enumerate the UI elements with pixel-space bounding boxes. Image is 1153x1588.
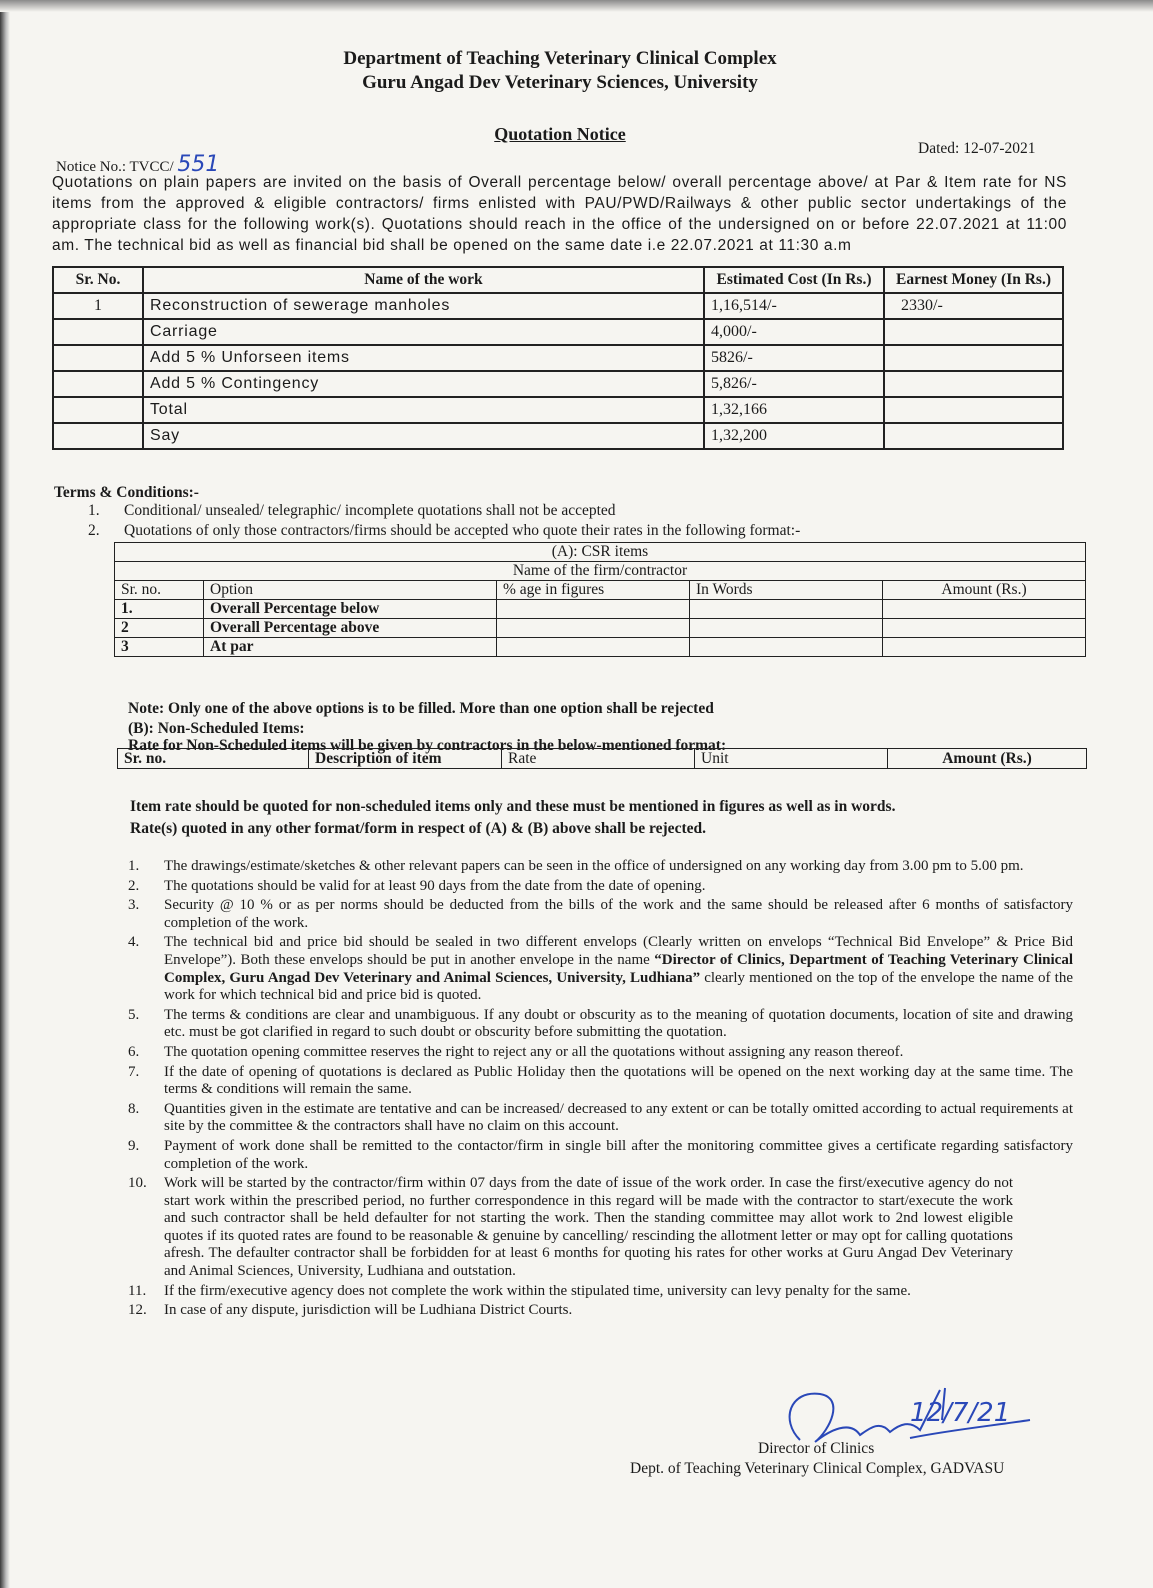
table-cell xyxy=(883,638,1086,657)
list-item xyxy=(128,897,1073,932)
table-cell xyxy=(690,619,883,638)
table-cell xyxy=(53,423,143,449)
condition-text: In case of any dispute, jurisdiction will be Ludhiana District Courts. xyxy=(164,1302,573,1319)
header-cell: Option xyxy=(204,581,497,600)
condition-number: 8. xyxy=(128,1100,140,1117)
condition-text: The drawings/estimate/sketches & other relevant papers can be seen in the office of undersigned on any working day from 3.00 pm to 5.00 pm. xyxy=(164,858,1024,874)
term-item xyxy=(88,522,800,540)
conditions-list xyxy=(128,858,1073,1322)
header-cell: Description of item xyxy=(309,749,502,769)
table-row xyxy=(115,543,1086,562)
table-cell: Add 5 % Contingency xyxy=(143,371,704,397)
header-cell: Earnest Money (In Rs.) xyxy=(884,267,1063,293)
condition-number: 4. xyxy=(128,934,140,951)
list-item xyxy=(128,858,1073,876)
scan-top-edge xyxy=(0,0,1153,12)
signatory-title: Director of Clinics xyxy=(758,1440,875,1457)
csr-table-subtitle: Name of the firm/contractor xyxy=(115,562,1086,581)
condition-text: If the firm/executive agency does not complete the work within the stipulated time, university can levy penalty for the same. xyxy=(164,1282,911,1299)
csr-table xyxy=(114,542,1086,657)
ns-table-header xyxy=(118,749,1087,769)
header-cell: Name of the work xyxy=(143,267,704,293)
header-cell: % age in figures xyxy=(497,581,690,600)
table-cell: Reconstruction of sewerage manholes xyxy=(143,293,704,319)
condition-text xyxy=(164,934,1073,1004)
table-row xyxy=(115,619,1086,638)
table-cell: 1,32,166 xyxy=(704,397,884,423)
term-number: 1. xyxy=(88,502,100,519)
condition-number: 3. xyxy=(128,897,140,914)
table-cell: Total xyxy=(143,397,704,423)
condition-number: 9. xyxy=(128,1137,140,1154)
header-cell: Sr. no. xyxy=(118,749,309,769)
condition-number: 5. xyxy=(128,1006,140,1023)
ns-rate-line: Rate for Non-Scheduled items will be given by contractors in the below-mentioned format: xyxy=(128,737,727,754)
table-cell xyxy=(53,371,143,397)
header-cell: Rate xyxy=(502,749,695,769)
table-cell xyxy=(497,619,690,638)
notice-number-value: 551 xyxy=(177,152,220,177)
condition-number: 10. xyxy=(128,1175,147,1192)
list-item xyxy=(128,1007,1073,1042)
table-cell: 1,16,514/- xyxy=(704,293,884,319)
term-text: Quotations of only those contractors/firms should be accepted who quote their rates in the following format:- xyxy=(124,522,801,539)
signatory-department: Dept. of Teaching Veterinary Clinical Complex, GADVASU xyxy=(630,1460,1005,1477)
table-cell xyxy=(884,345,1063,371)
table-cell: 5826/- xyxy=(704,345,884,371)
table-cell: 2 xyxy=(115,619,204,638)
condition-number: 2. xyxy=(128,877,140,894)
table-cell xyxy=(883,619,1086,638)
table-cell: 5,826/- xyxy=(704,371,884,397)
notice-number-label: Notice No.: TVCC/ xyxy=(56,159,174,175)
intro-paragraph: Quotations on plain papers are invited on the basis of Overall percentage below/ overall percentage above/ at Par & Item rate for NS items from the approved & eligible contractors/ firms enlisted with PAU/PWD/Railways & other public sector undertakings of the appropriate class for the following work(s). Quotations should reach in the office of the undersigned on or before 22.07.2021 at 11:00 am. The technical bid as well as financial bid shall be opened on the same date i.e 22.07.2021 at 11:30 a.m xyxy=(52,174,1067,254)
addressee-text: “Director of Clinics, Department of Teaching Veterinary Clinical Complex, Guru Angad Dev Veterinary and Animal Sciences, University, Ludhiana” xyxy=(164,951,1074,986)
table-row xyxy=(115,562,1086,581)
table-cell: 1,32,200 xyxy=(704,423,884,449)
table-cell xyxy=(884,397,1063,423)
table-cell xyxy=(53,345,143,371)
work-table xyxy=(52,266,1064,450)
csr-table-header xyxy=(115,581,1086,600)
table-cell xyxy=(884,423,1063,449)
condition-text: Quantities given in the estimate are tentative and can be increased/ decreased to any extent or can be totally omitted according to actual requirements at site by the committee & the contractors shall have no claim on this account. xyxy=(164,1100,1073,1135)
signature-date: 12/7/21 xyxy=(910,1398,1011,1428)
csr-table-title: (A): CSR items xyxy=(115,543,1086,562)
header-line-1: Department of Teaching Veterinary Clinical Complex xyxy=(343,48,777,69)
condition-text: The quotation opening committee reserves the right to reject any or all the quotations without assigning any reason thereof. xyxy=(164,1043,904,1060)
list-item xyxy=(128,1064,1073,1099)
table-cell xyxy=(883,600,1086,619)
ns-table xyxy=(117,748,1087,769)
table-cell: Carriage xyxy=(143,319,704,345)
list-item xyxy=(128,934,1073,1004)
term-item xyxy=(88,502,616,520)
condition-text-part: clearly mentioned on the top of the envelope the name of the work for which technical bid and price bid is quoted. xyxy=(164,969,1074,1004)
list-item xyxy=(128,1302,1073,1320)
table-cell: Overall Percentage above xyxy=(204,619,497,638)
condition-number: 1. xyxy=(128,858,140,874)
condition-text: Security @ 10 % or as per norms should be deducted from the bills of the work and the same should be released after 6 months of satisfactory completion of the work. xyxy=(164,897,1073,931)
table-cell xyxy=(497,600,690,619)
terms-heading: Terms & Conditions:- xyxy=(54,484,199,501)
condition-text: Work will be started by the contractor/firm within 07 days from the date of issue of the work order. In case the first/executive agency do not start work within the prescribed period, no further correspondence in this regard will be made with the contractor to start/execute the work and such contractor shall be held defaulter for not starting the work. Then the standing committee may allot work to 2nd lowest eligible quotes if its quoted rates are found to be reasonable & genuine by cancelling/ rescinding the allotment letter or may opt for calling quotations afresh. The defaulter contractor shall be forbidden for at least 6 months for quoting his rates for other works at Guru Angad Dev Veterinary and Animal Sciences, University, Ludhiana and outstation. xyxy=(164,1175,1013,1280)
term-number: 2. xyxy=(88,522,100,539)
table-cell xyxy=(53,397,143,423)
condition-text: If the date of opening of quotations is declared as Public Holiday then the quotations will be opened on the next working day at the same time. The terms & conditions will remain the same. xyxy=(164,1063,1073,1098)
header-cell: Amount (Rs.) xyxy=(888,749,1087,769)
page-title: Quotation Notice xyxy=(494,124,626,144)
signature-block xyxy=(630,1380,1040,1500)
table-cell xyxy=(884,319,1063,345)
condition-number: 7. xyxy=(128,1063,140,1080)
header-line-2: Guru Angad Dev Veterinary Sciences, University xyxy=(362,72,758,93)
header-cell: Sr. no. xyxy=(115,581,204,600)
list-item xyxy=(128,1138,1073,1173)
header-cell: In Words xyxy=(690,581,883,600)
table-row xyxy=(53,371,1063,397)
dated: Dated: 12-07-2021 xyxy=(918,140,1036,157)
table-row xyxy=(53,423,1063,449)
header-cell: Unit xyxy=(695,749,888,769)
header-cell: Amount (Rs.) xyxy=(883,581,1086,600)
condition-number: 6. xyxy=(128,1043,140,1060)
condition-number: 11. xyxy=(128,1282,147,1299)
work-table-header xyxy=(53,267,1063,293)
list-item xyxy=(128,1175,1013,1281)
ns-heading: (B): Non-Scheduled Items: xyxy=(128,720,305,737)
table-cell: 2330/- xyxy=(884,293,1063,319)
condition-text: The terms & conditions are clear and unambiguous. If any doubt or obscurity as to the meaning of quotation documents, location of site and drawing etc. must be got clarified in regard to such doubt or obscurity before submitting the quotation. xyxy=(164,1006,1073,1041)
table-cell xyxy=(690,600,883,619)
table-cell xyxy=(884,371,1063,397)
condition-text: Payment of work done shall be remitted to the contactor/firm in single bill after the monitoring committee gives a certificate regarding satisfactory completion of the work. xyxy=(164,1137,1073,1172)
term-text: Conditional/ unsealed/ telegraphic/ incomplete quotations shall not be accepted xyxy=(124,502,616,519)
scan-edge xyxy=(0,0,10,1588)
table-cell: 4,000/- xyxy=(704,319,884,345)
condition-text: The quotations should be valid for at least 90 days from the date from the date of opening. xyxy=(164,877,706,894)
table-row xyxy=(53,319,1063,345)
table-row xyxy=(53,397,1063,423)
options-note: Note: Only one of the above options is to be filled. More than one option shall be rejected xyxy=(128,700,714,717)
table-row xyxy=(115,638,1086,657)
header-cell: Estimated Cost (In Rs.) xyxy=(704,267,884,293)
list-item xyxy=(128,1044,1073,1062)
list-item xyxy=(128,1283,1013,1301)
table-cell: 1 xyxy=(53,293,143,319)
table-cell: 1. xyxy=(115,600,204,619)
condition-text-part: The technical bid and price bid should be sealed in two different envelops (Clearly written on envelops “Technical Bid Envelope” & Price Bid Envelope”). Both these envelops should be put in another envelope in the name xyxy=(164,934,1073,968)
table-cell: Say xyxy=(143,423,704,449)
table-cell xyxy=(497,638,690,657)
table-cell: Overall Percentage below xyxy=(204,600,497,619)
list-item xyxy=(128,1101,1073,1136)
table-cell: 3 xyxy=(115,638,204,657)
table-row xyxy=(53,345,1063,371)
list-item xyxy=(128,878,1073,896)
table-row xyxy=(53,293,1063,319)
table-cell xyxy=(690,638,883,657)
reject-note: Rate(s) quoted in any other format/form in respect of (A) & (B) above shall be rejected. xyxy=(130,820,706,837)
header-cell: Sr. No. xyxy=(53,267,143,293)
condition-number: 12. xyxy=(128,1302,147,1319)
table-row xyxy=(115,600,1086,619)
table-cell xyxy=(53,319,143,345)
table-cell: Add 5 % Unforseen items xyxy=(143,345,704,371)
table-cell: At par xyxy=(204,638,497,657)
item-rate-note: Item rate should be quoted for non-scheduled items only and these must be mentioned in figures as well as in words. xyxy=(130,798,896,815)
